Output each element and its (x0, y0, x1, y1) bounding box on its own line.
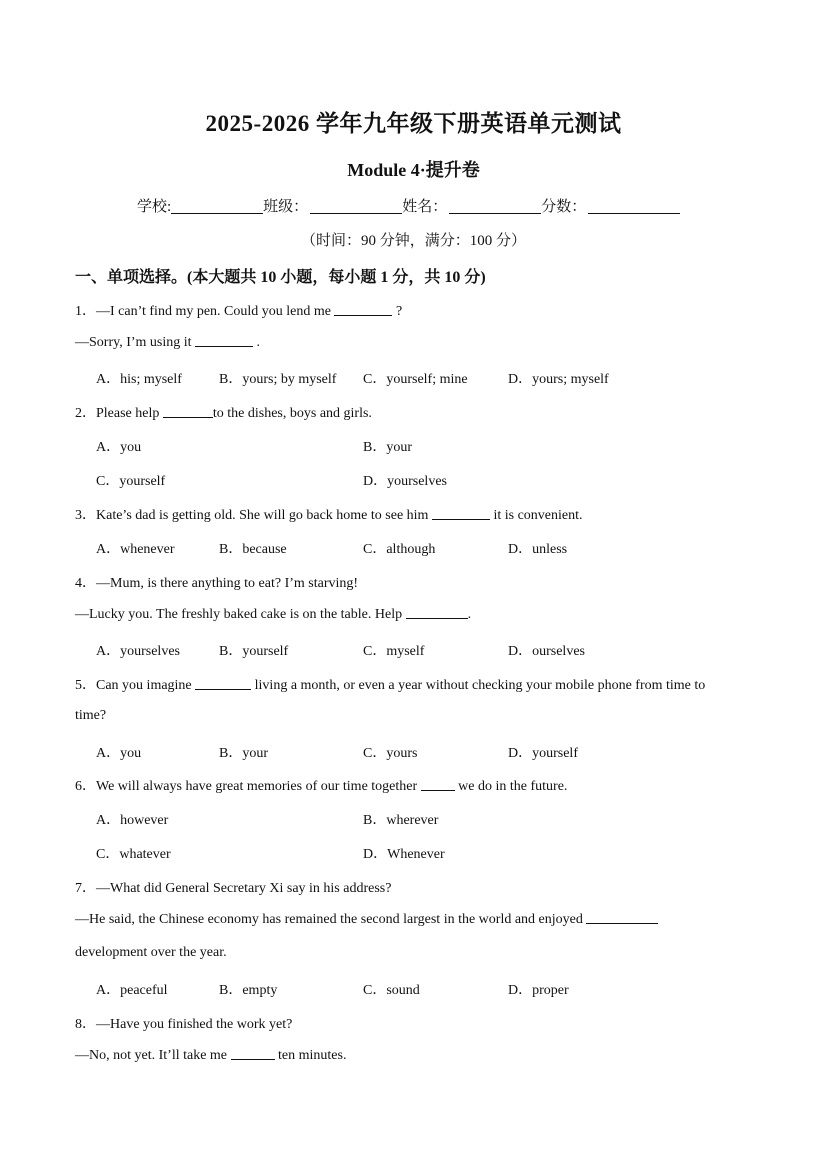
q3-option-c[interactable]: C．although (363, 542, 436, 557)
q7-option-b[interactable]: B．empty (219, 983, 278, 998)
section-heading: 一、单项选择。(本大题共 10 小题，每小题 1 分，共 10 分) (75, 269, 486, 286)
q5-stem-end: living a month, or even a year without checking your mobile phone from time to (254, 678, 706, 693)
score-label: 分数： (541, 199, 587, 215)
q8-stem-text-2: —No, not yet. It’ll take me (75, 1048, 228, 1063)
q2-option-b[interactable]: B．your (363, 440, 412, 455)
q2-option-c[interactable]: C．yourself (96, 474, 166, 489)
q6-option-a[interactable]: A．however (96, 813, 169, 828)
q7-option-d[interactable]: D．proper (508, 983, 569, 998)
q5-stem-text: 5．Can you imagine (75, 678, 192, 693)
q3-option-a[interactable]: A．whenever (96, 542, 175, 557)
q6-option-b[interactable]: B．wherever (363, 813, 439, 828)
q1-stem-end: ? (395, 304, 403, 319)
question-5-stem (75, 674, 705, 694)
q2-stem-text: 2．Please help (75, 406, 160, 421)
q2-stem-end: to the dishes, boys and girls. (212, 406, 372, 421)
q1-stem-text-2: —Sorry, I’m using it (75, 335, 192, 350)
name-label: 姓名： (402, 199, 448, 215)
q4-option-a[interactable]: A．yourselves (96, 644, 180, 659)
q6-option-d[interactable]: D．Whenever (363, 847, 445, 862)
q2-option-d[interactable]: D．yourselves (363, 474, 447, 489)
question-2-stem (75, 402, 372, 422)
question-1-stem-2 (75, 334, 260, 351)
q5-option-c[interactable]: C．yours (363, 746, 418, 761)
page-subtitle: Module 4·提升卷 (347, 160, 480, 180)
q1-blank-2 (195, 334, 253, 347)
q3-blank (432, 507, 490, 520)
q4-option-c[interactable]: C．myself (363, 644, 425, 659)
name-blank[interactable] (449, 198, 541, 214)
q1-blank-1 (334, 303, 392, 316)
q4-stem-text-2: —Lucky you. The freshly baked cake is on the table. Help (75, 607, 403, 622)
question-7-stem-2 (75, 911, 658, 928)
class-blank[interactable] (310, 198, 402, 214)
q6-option-c[interactable]: C．whatever (96, 847, 171, 862)
q3-stem-end: it is convenient. (493, 508, 583, 523)
school-label: 学校: (137, 199, 172, 215)
q2-blank (163, 405, 213, 418)
student-info-row (137, 195, 680, 216)
q1-stem-end-2: . (256, 335, 261, 350)
q2-option-a[interactable]: A．you (96, 440, 142, 455)
q6-stem-text: 6．We will always have great memories of our time together (75, 779, 418, 794)
class-label: 班级： (263, 199, 309, 215)
q1-stem-text: 1．—I can’t find my pen. Could you lend me (75, 304, 331, 319)
q4-option-d[interactable]: D．ourselves (508, 644, 585, 659)
q5-option-d[interactable]: D．yourself (508, 746, 578, 761)
page-title: 2025-2026 学年九年级下册英语单元测试 (205, 111, 622, 136)
q7-option-a[interactable]: A．peaceful (96, 983, 168, 998)
score-blank[interactable] (588, 198, 680, 214)
q4-stem-end: . (467, 607, 472, 622)
question-1-stem (75, 300, 402, 320)
q4-option-b[interactable]: B．yourself (219, 644, 289, 659)
q5-option-b[interactable]: B．your (219, 746, 268, 761)
q5-blank (195, 677, 251, 690)
time-info: （时间：90 分钟，满分：100 分） (300, 233, 526, 249)
q1-option-c[interactable]: C．yourself; mine (363, 372, 468, 387)
q3-stem-text: 3．Kate’s dad is getting old. She will go back home to see him (75, 508, 429, 523)
question-4-stem: 4．—Mum, is there anything to eat? I’m starving! (75, 576, 359, 591)
q7-stem-text-2: —He said, the Chinese economy has remained the second largest in the world and enjoyed (75, 912, 583, 927)
q6-stem-end: we do in the future. (458, 779, 568, 794)
question-5-stem-2: time? (75, 708, 107, 723)
q7-blank (586, 911, 658, 924)
question-8-stem: 8．—Have you finished the work yet? (75, 1017, 293, 1032)
q3-option-b[interactable]: B．because (219, 542, 287, 557)
q6-blank (421, 778, 455, 791)
question-8-stem-2 (75, 1047, 346, 1064)
school-blank[interactable] (171, 198, 263, 214)
q8-stem-end: ten minutes. (278, 1048, 347, 1063)
q1-option-b[interactable]: B．yours; by myself (219, 372, 337, 387)
question-3-stem (75, 504, 583, 524)
q8-blank (231, 1047, 275, 1060)
q4-blank (406, 606, 468, 619)
question-6-stem (75, 775, 567, 795)
q3-option-d[interactable]: D．unless (508, 542, 568, 557)
q5-option-a[interactable]: A．you (96, 746, 142, 761)
question-4-stem-2 (75, 606, 471, 623)
question-7-stem-3: development over the year. (75, 945, 227, 960)
q1-option-a[interactable]: A．his; myself (96, 372, 182, 387)
q1-option-d[interactable]: D．yours; myself (508, 372, 609, 387)
question-7-stem: 7．—What did General Secretary Xi say in his address? (75, 881, 392, 896)
q7-option-c[interactable]: C．sound (363, 983, 420, 998)
